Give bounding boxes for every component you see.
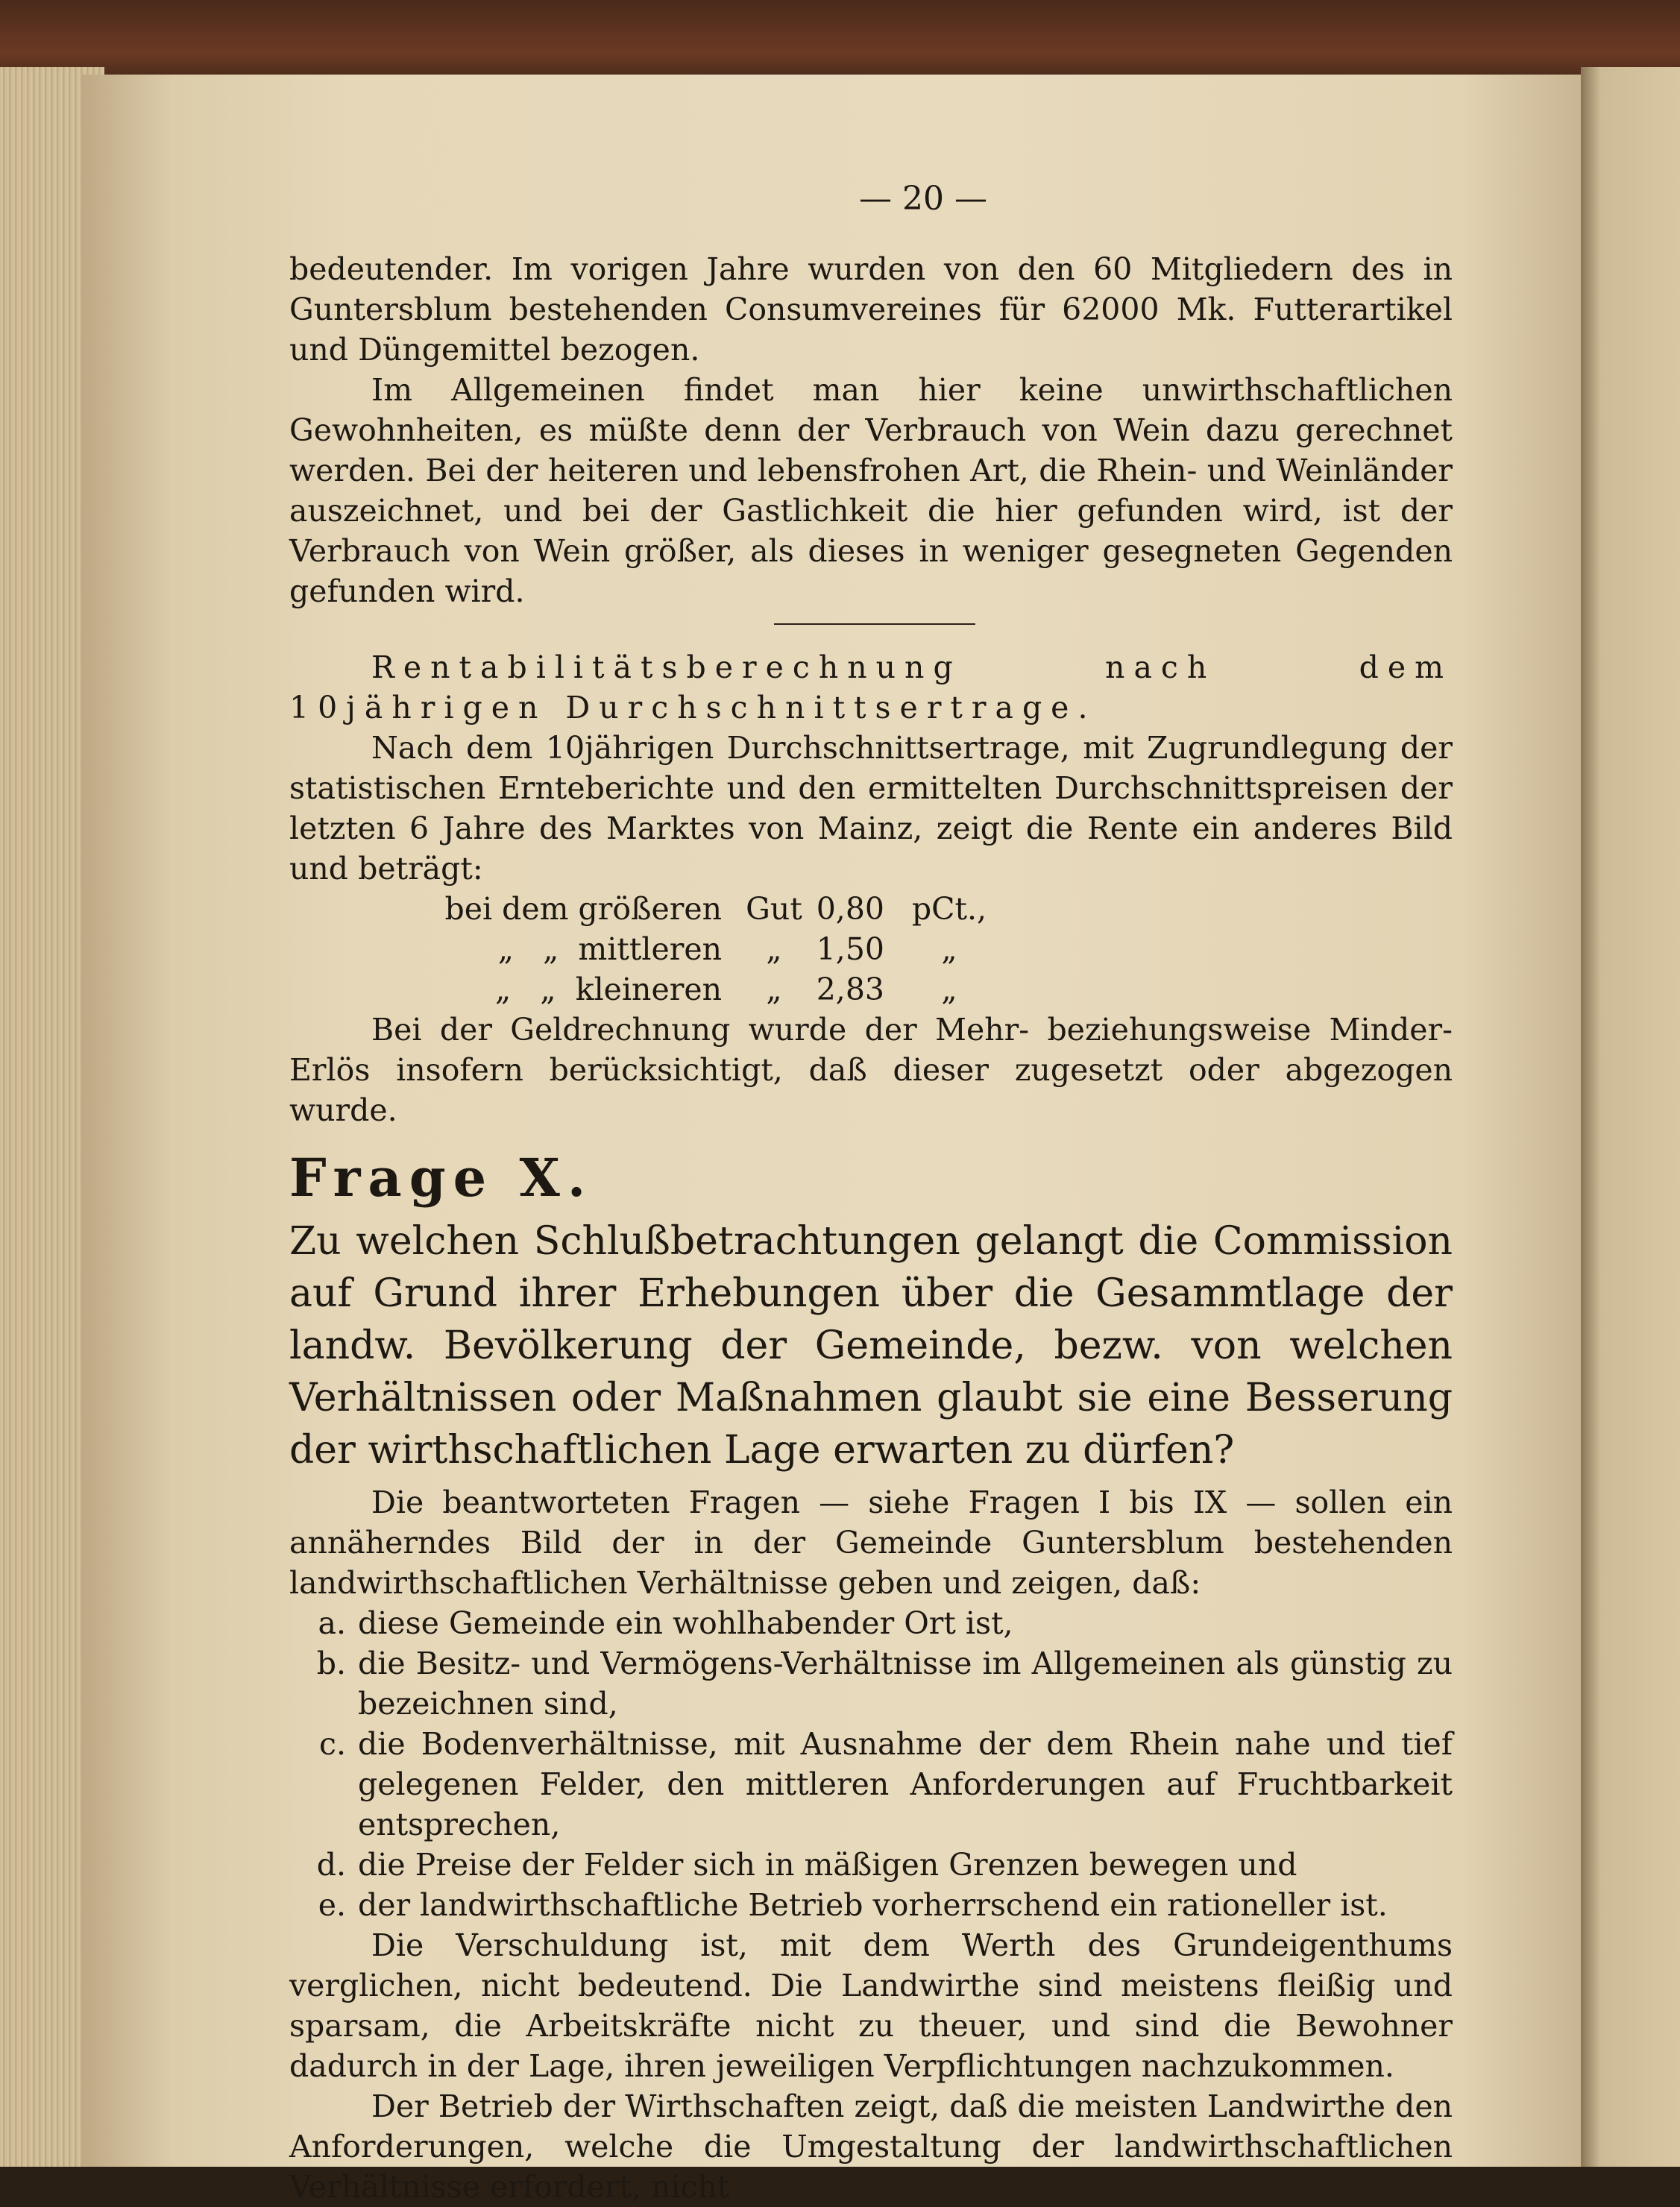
rent-row: „ „ kleineren „ 2,83 „ — [495, 972, 957, 1007]
intro-paragraph: bedeutender. Im vorigen Jahre wurden von den 60 Mitgliedern des in Guntersblum bestehenden Consumvereines für 62000 Mk. Futterartikel und Düngemittel bezogen. — [289, 251, 1453, 368]
list-item: e. der landwirthschaftliche Betrieb vorherrschend ein rationeller ist. — [318, 1887, 1388, 1923]
allgemeinen-paragraph: Im Allgemeinen findet man hier keine unwirthschaftlichen Gewohnheiten, es müßte denn der Verbrauch von Wein dazu gerechnet werden. Bei der heiteren und lebensfrohen Art, die Rhein- und Weinländer auszeichnet, und bei der Gastlichkeit die hier gefunden wird, ist der Verbrauch von Wein größer, als dieses in weniger gesegneten Gegenden gefunden wird. — [289, 372, 1453, 609]
answer-list — [289, 1603, 1453, 1925]
page-number: — 20 — — [859, 180, 987, 218]
question-text: Zu welchen Schlußbetrachtungen gelangt die Commission auf Grund ihrer Erhebungen über die Gesammtlage der landw. Bevölkerung der Gemeinde, bezw. von welchen Verhältnissen oder Maßnahmen glaubt sie eine Besserung der wirthschaftlichen Lage erwarten zu dürfen? — [289, 1219, 1453, 1473]
page-edge-right — [1581, 67, 1680, 2167]
geldrechnung-paragraph: Bei der Geldrechnung wurde der Mehr- beziehungsweise Minder-Erlös insofern berücksichtigt, daß dieser zugesetzt oder abgezogen wurde. — [289, 1012, 1453, 1128]
frage-title: Frage X. — [289, 1147, 594, 1209]
list-item: a. diese Gemeinde ein wohlhabender Ort ist, — [318, 1605, 1013, 1641]
rent-list — [289, 889, 1453, 1010]
verschuldung-paragraph: Die Verschuldung ist, mit dem Werth des Grundeigenthums verglichen, nicht bedeutend. Die Landwirthe sind meistens fleißig und sparsam, die Arbeitskräfte nicht zu theuer, und sind die Bewohner dadurch in der Lage, ihren jeweiligen Verpflichtungen nachzukommen. — [289, 1927, 1453, 2084]
rentabilitaet-paragraph: Nach dem 10jährigen Durchschnittsertrage, mit Zugrundlegung der statistischen Ernteberichte und den ermittelten Durchschnittspreisen der letzten 6 Jahre des Marktes von Mainz, zeigt die Rente ein anderes Bild und beträgt: — [289, 730, 1453, 887]
answer-intro: Die beantworteten Fragen — siehe Fragen I bis IX — sollen ein annäherndes Bild der in der Gemeinde Guntersblum bestehenden landwirthschaftlichen Verhältnisse geben und zeigen, daß: — [289, 1485, 1453, 1601]
list-item: b. die Besitz- und Vermögens-Verhältnisse im Allgemeinen als günstig zu bezeichnen sind, — [316, 1646, 1453, 1722]
betrieb-paragraph: Der Betrieb der Wirthschaften zeigt, daß die meisten Landwirthe den Anforderungen, welche die Umgestaltung der landwirthschaftlichen Verhältnisse erfordert, nicht — [289, 2088, 1453, 2205]
list-item: c. die Bodenverhältnisse, mit Ausnahme der dem Rhein nahe und tief gelegenen Felder, den mittleren Anforderungen auf Fruchtbarkeit entsprechen, — [319, 1726, 1453, 1842]
rentabilitaet-heading: Rentabilitätsberechnung nach dem 10jährigen Durchschnittsertrage. — [289, 649, 1453, 725]
rent-row: „ „ mittleren „ 1,50 „ — [497, 931, 957, 967]
section-divider — [774, 623, 975, 625]
rent-row: bei dem größeren Gut 0,80 pCt., — [444, 891, 987, 927]
page-content — [289, 179, 1453, 2207]
list-item: d. die Preise der Felder sich in mäßigen Grenzen bewegen und — [316, 1847, 1297, 1883]
